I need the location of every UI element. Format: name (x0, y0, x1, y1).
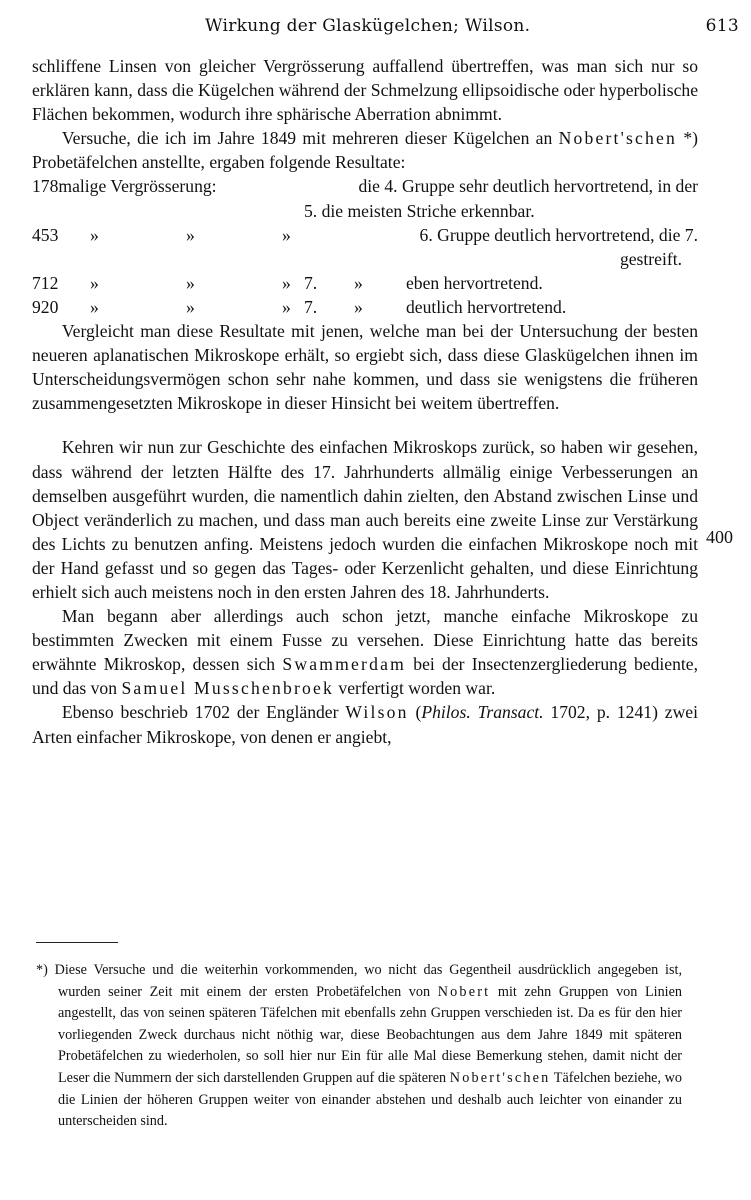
paragraph: Vergleicht man diese Resultate mit jenen, welche man bei der Untersuchung der besten neueren aplanatischen Mikroskope erhält, so ergiebt sich, dass diese Glaskügelchen ihnen im Unterscheidungsvermögen schon sehr nahe kommen, und dass sie wenigstens die früheren zusammengesetzten Mikroskope in dieser Hinsicht bei weitem übertreffen. (32, 321, 698, 414)
table-row: 920 » » » 7. » deutlich hervortretend. (32, 295, 698, 319)
person-name: Samuel Musschenbroek (121, 678, 335, 699)
table-row: 453 » » » 6. Gruppe deutlich hervortretend, die 7. (32, 223, 698, 247)
person-name: Nobert'schen (558, 128, 678, 149)
paragraph: Versuche, die ich im Jahre 1849 mit mehreren dieser Kügelchen an Nobert'schen *) Probetäfelchen anstellte, ergaben folgende Resultate: (32, 128, 698, 173)
table-cell: eben hervortretend. (406, 272, 543, 293)
person-name: Swammerdam (282, 654, 407, 675)
results-table (32, 174, 698, 319)
person-name: Nobert'schen (449, 1069, 551, 1086)
table-cell: die 4. Gruppe sehr deutlich hervortretend, in der (358, 176, 698, 197)
table-cell: 920 (32, 296, 59, 317)
table-row (32, 247, 698, 271)
main-text (32, 54, 698, 749)
margin-page-reference: 400 (706, 527, 733, 547)
person-name: Wilson (345, 702, 409, 723)
footnote-divider (36, 942, 118, 943)
paragraph: Kehren wir nun zur Geschichte des einfachen Mikroskops zurück, so haben wir gesehen, dass während der letzten Hälfte des 17. Jahrhunderts allmälig einige Verbesserungen an demselben ausgeführt wurden, die namentlich dahin zielten, den Abstand zwischen Linse und Object veränderlich zu machen, und dass man auch bereits eine zweite Linse zur Verstärkung des Lichts zu benutzen anfing. Meistens jedoch wurden die einfachen Mikroskope noch mit der Hand gefasst und so gegen das Tages- oder Kerzenlicht gehalten, und diese Einrichtung erhielt sich auch meistens noch in den ersten Jahren des 18. Jahrhunderts. (32, 437, 698, 602)
citation: Philos. Transact. (421, 702, 544, 723)
table-cell: 5. die meisten Striche erkennbar. (304, 200, 535, 221)
running-header (0, 16, 751, 46)
paragraph: schliffene Linsen von gleicher Vergrösserung auffallend übertreffen, was man sich nur so erklären kann, dass die Kügelchen während der Schmelzung ellipsoidische oder hyperbolische Flächen bekommen, wodurch ihre sphärische Aberration abnimmt. (32, 56, 698, 125)
table-cell: deutlich hervortretend. (406, 296, 567, 317)
footnote-text: *) Diese Versuche und die weiterhin vorkommenden, wo nicht das Gegentheil ausdrücklich angegeben ist, wurden seiner Zeit mit einem der ersten Probetäfelchen von Nobert mit zehn Gruppen von Linien angestellt, das von seinen späteren Täfelchen mit ebenfalls zehn Gruppen verschieden ist. Da es für den hier vorliegenden Zweck durchaus nicht nöthig war, diese Beobachtungen aus dem Jahre 1849 mit späteren Probetäfelchen zu wiederholen, so soll hier nur Ein für alle Mal diese Bemerkung stehen, damit nicht der Leser die Nummern der sich darstellenden Gruppen auf die späteren Nobert'schen Täfelchen beziehe, wo die Linien der höheren Gruppen weiter von einander abstehen und deshalb auch leichter von einander zu unterscheiden sind. (36, 962, 683, 1130)
table-cell: 712 (32, 272, 59, 293)
footnote (36, 960, 682, 1133)
table-row: 712 » » » 7. » eben hervortretend. (32, 271, 698, 295)
table-row (32, 174, 698, 198)
paragraph: Ebenso beschrieb 1702 der Engländer Wilson (Philos. Transact. 1702, p. 1241) zwei Arten einfacher Mikroskope, von denen er angiebt, (32, 702, 698, 747)
running-title: Wirkung der Glaskügelchen; Wilson. (205, 16, 531, 36)
person-name: Nobert (437, 983, 491, 1000)
page-number: 613 (705, 16, 739, 36)
table-cell: 453 (32, 224, 59, 245)
table-label: 178malige Vergrösserung: (32, 176, 217, 197)
table-row (32, 199, 698, 223)
table-cell: 6. Gruppe deutlich hervortretend, die 7. (419, 224, 698, 245)
table-cell: gestreift. (619, 248, 682, 269)
section-gap (32, 415, 698, 435)
paragraph: Man begann aber allerdings auch schon jetzt, manche einfache Mikroskope zu bestimmten Zwecken mit einem Fusse zu versehen. Diese Einrichtung hatte das bereits erwähnte Mikroskop, dessen sich Swammerdam bei der Insectenzergliederung bediente, und das von Samuel Musschenbroek verfertigt worden war. (32, 606, 699, 699)
